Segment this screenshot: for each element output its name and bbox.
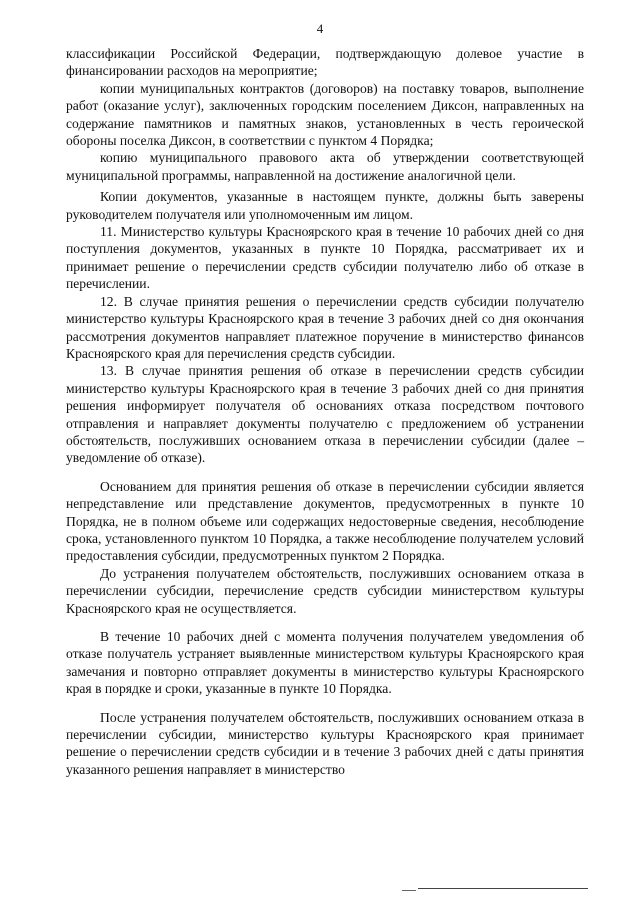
- document-body: [66, 45, 584, 778]
- paragraph-certification: Копии документов, указанные в настоящем пункте, должны быть заверены руководителем получателя или уполномоченным им лицом.: [66, 189, 584, 222]
- paragraph-resubmission: В течение 10 рабочих дней с момента получения получателем уведомления об отказе получатель устраняет выявленные министерством культуры Красноярского края замечания и повторно отправляет документы в министерство культуры Красноярского края в порядке и сроки, указанные в пункте 10 Порядка.: [66, 629, 584, 697]
- paragraph-after-correction: После устранения получателем обстоятельств, послуживших основанием отказа в перечислении субсидии, министерство культуры Красноярского края принимает решение о перечислении средств субсидии и в течение 3 рабочих дней с даты принятия указанного решения направляет в министерство: [66, 709, 584, 777]
- paragraph-continuation: классификации Российской Федерации, подтверждающую долевое участие в финансировании расходов на мероприятие;: [66, 46, 584, 79]
- page-number: 4: [316, 21, 324, 36]
- paragraph-refusal-grounds: Основанием для принятия решения об отказе в перечислении субсидии является непредставление или представление документов, предусмотренных в пункте 10 Порядка, не в полном объеме или содержащих недостоверные сведения, несоблюдение срока, установленного пунктом 10 Порядка, а также несоблюдение получателем условий предоставления субсидии, предусмотренных пунктом 2 Порядка.: [66, 478, 584, 564]
- paragraph-legal-act-copy: копию муниципального правового акта об утверждении соответствующей муниципальной программы, направленной на достижение аналогичной цели.: [66, 150, 584, 183]
- paragraph-item-13: 13. В случае принятия решения об отказе в перечислении средств субсидии министерство культуры Красноярского края в течение 3 рабочих дней со дня принятия решения информирует получателя об основаниях отказа посредством почтового отправления и направляет документы получателю с предложением об устранении обстоятельств, послуживших основанием отказа в перечислении субсидии (далее – уведомление об отказе).: [66, 363, 584, 466]
- paragraph-contract-copies: копии муниципальных контрактов (договоров) на поставку товаров, выполнение работ (оказание услуг), заключенных городским поселением Диксон, направленных на содержание памятников и памятных знаков, установленных в честь героической обороны поселка Диксон, в соответствии с пунктом 4 Порядка;: [66, 80, 584, 149]
- paragraph-item-11: 11. Министерство культуры Красноярского края в течение 10 рабочих дней со дня поступления документов, указанных в пункте 10 Порядка, рассматривает их и принимает решение о перечислении средств субсидии получателю либо об отказе в перечислении.: [66, 224, 584, 292]
- footer-rule: [418, 888, 588, 889]
- paragraph-transfer-suspension: До устранения получателем обстоятельств, послуживших основанием отказа в перечислении субсидии, перечисление средств субсидии министерством культуры Красноярского края не осуществляется.: [66, 565, 584, 616]
- footer-rule-short: [402, 890, 416, 891]
- paragraph-item-12: 12. В случае принятия решения о перечислении средств субсидии получателю министерство культуры Красноярского края в течение 3 рабочих дней со дня окончания рассмотрения документов направляет платежное поручение в министерство финансов Красноярского края для перечисления средств субсидии.: [66, 293, 584, 361]
